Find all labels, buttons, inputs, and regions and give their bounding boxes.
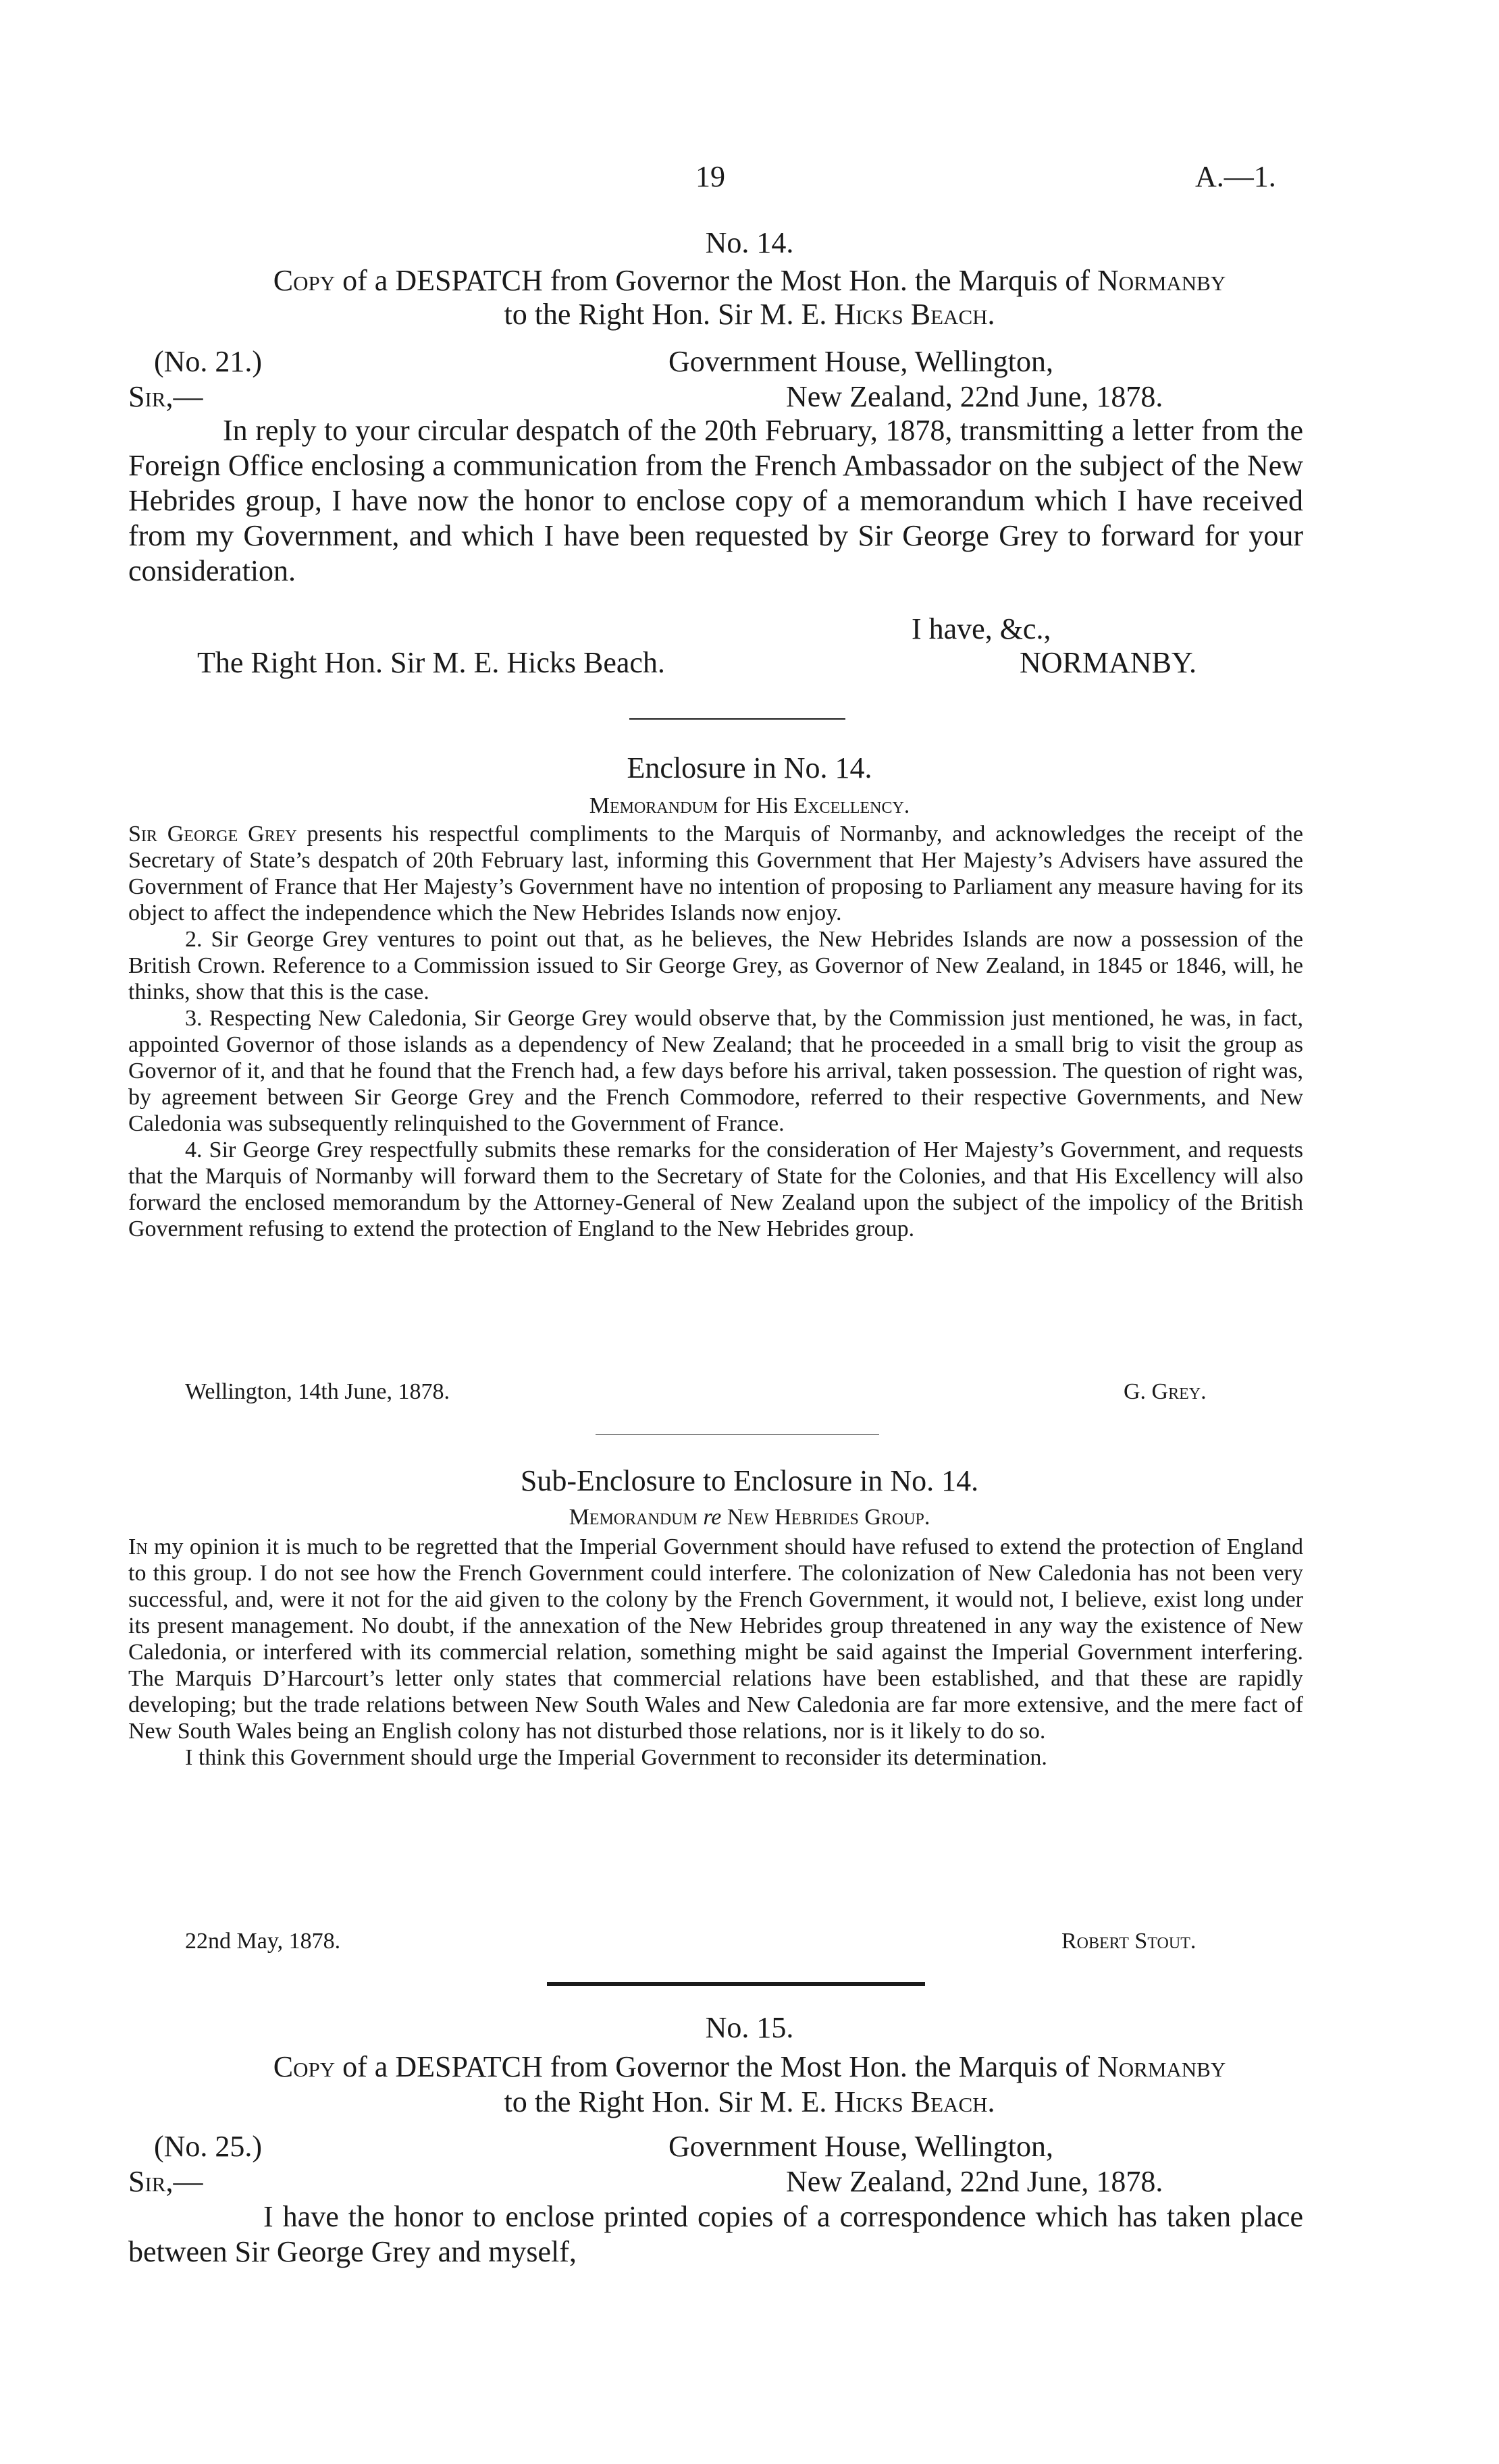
despatch-body: I have the honor to enclose printed copies of a correspondence which has taken place between Sir George Grey and myself, — [128, 2200, 1303, 2268]
enclosure-paragraph-2: 2. Sir George Grey ventures to point out that, as he believes, the New Hebrides Islands are now a possession of the British Crown. Reference to a Commission issued to Sir George Grey, as Governor of New Zealand, in 1845 or 1846, will, he thinks, show that this is the case. — [128, 927, 1303, 1005]
subenclosure-subheading: Memorandum re New Hebrides Group. — [569, 1505, 930, 1530]
salutation: Sir,— — [128, 380, 203, 413]
enclosure-paragraph-4: 4. Sir George Grey respectfully submits these remarks for the consideration of Her Majesty’s Government, and requests that the Marquis of Normanby will forward them to the Secretary of State for the Colonies, and that His Excellency will also forward the enclosed memorandum by the Attorney-General of New Zealand upon the subject of the impolicy of the British Government refusing to extend the protection of England to the New Hebrides group. — [128, 1137, 1303, 1241]
enclosure-body — [128, 821, 1303, 1242]
signature-normanby: NORMANBY. — [1020, 646, 1197, 679]
enclosure-heading: Enclosure in No. 14. — [627, 751, 872, 784]
subenclosure-paragraph-2: I think this Government should urge the Imperial Government to reconsider its determination. — [185, 1745, 1047, 1770]
enclosure-paragraph-3: 3. Respecting New Caledonia, Sir George Grey would observe that, by the Commission just mentioned, he was, in fact, appointed Governor of those islands as a dependency of New Zealand; that he proceeded in a small brig to visit the group as Governor of it, and that he found that the French had, a few days before his arrival, taken possession. The question of right was, by agreement between Sir George Grey and the French Commodore, referred to their respective Governments, and New Caledonia was subsequently relinquished to the Government of France. — [128, 1006, 1303, 1136]
subenclosure-date: 22nd May, 1878. — [185, 1929, 341, 1954]
despatch-title-line1: Copy of a DESPATCH from Governor the Most Hon. the Marquis of Normanby — [273, 2050, 1226, 2083]
divider-thick — [547, 1982, 925, 1986]
page-number: 19 — [695, 160, 725, 193]
despatch-number: No. 14. — [705, 226, 794, 259]
enclosure-paragraph-1: Sir George Grey presents his respectful compliments to the Marquis of Normanby, and acknowledges the receipt of the Secretary of State’s despatch of 20th February last, informing this Government that Her Majesty’s Advisers have assured the Government of France that Her Majesty’s Government have no intention of proposing to Parliament any measure having for its object to affect the independence which the New Hebrides Islands now enjoy. — [128, 822, 1303, 926]
enclosure-subheading: Memorandum for His Excellency. — [589, 793, 910, 818]
address-line1: Government House, Wellington, — [668, 2130, 1054, 2163]
despatch-title-line1: Copy of a DESPATCH from Governor the Most Hon. the Marquis of Normanby — [273, 264, 1226, 297]
divider-thin — [596, 1434, 879, 1435]
despatch-title-line2: to the Right Hon. Sir M. E. Hicks Beach. — [504, 2085, 995, 2118]
address-line2: New Zealand, 22nd June, 1878. — [786, 2165, 1163, 2198]
salutation: Sir,— — [128, 2165, 203, 2198]
signature-stout: Robert Stout. — [1061, 1929, 1196, 1954]
subenclosure-paragraph-1: In my opinion it is much to be regretted that the Imperial Government should have refused to extend the protection of England to this group. I do not see how the French Government could interfere. The colonization of New Caledonia has not been very successful, and, were it not for the aid given to the colony by the French Government, it would not, I believe, exist long under its present management. No doubt, if the annexation of the New Hebrides group threatened in any way the existence of New Caledonia, or interfered with its commercial relation, something might be said against the Imperial Government interfering. The Marquis D’Harcourt’s letter only states that commercial relations have been established, and that these are rapidly developing; but the trade relations between New South Wales and New Caledonia are far more extensive, and the mere fact of New South Wales being an English colony has not disturbed those relations, nor is it likely to do so. — [128, 1534, 1303, 1744]
signature-grey: G. Grey. — [1124, 1379, 1207, 1404]
despatch-body: In reply to your circular despatch of the 20th February, 1878, transmitting a letter from the Foreign Office enclosing a communication from the French Ambassador on the subject of the New Hebrides group, I have now the honor to enclose copy of a memorandum which I have received from my Government, and which I have been requested by Sir George Grey to forward for your consideration. — [128, 414, 1303, 587]
despatch-number: No. 15. — [705, 2011, 794, 2044]
divider — [629, 718, 845, 720]
despatch-title-line2: to the Right Hon. Sir M. E. Hicks Beach. — [504, 298, 995, 331]
despatch-no: (No. 25.) — [154, 2130, 263, 2163]
address-line1: Government House, Wellington, — [668, 345, 1054, 378]
despatch-no: (No. 21.) — [154, 345, 263, 378]
subenclosure-heading: Sub-Enclosure to Enclosure in No. 14. — [520, 1464, 979, 1497]
address-line2: New Zealand, 22nd June, 1878. — [786, 380, 1163, 413]
closing: I have, &c., — [912, 612, 1051, 645]
recipient: The Right Hon. Sir M. E. Hicks Beach. — [197, 646, 665, 679]
document-reference: A.—1. — [1195, 160, 1276, 193]
subenclosure-body — [128, 1534, 1303, 1771]
enclosure-place-date: Wellington, 14th June, 1878. — [185, 1379, 450, 1404]
